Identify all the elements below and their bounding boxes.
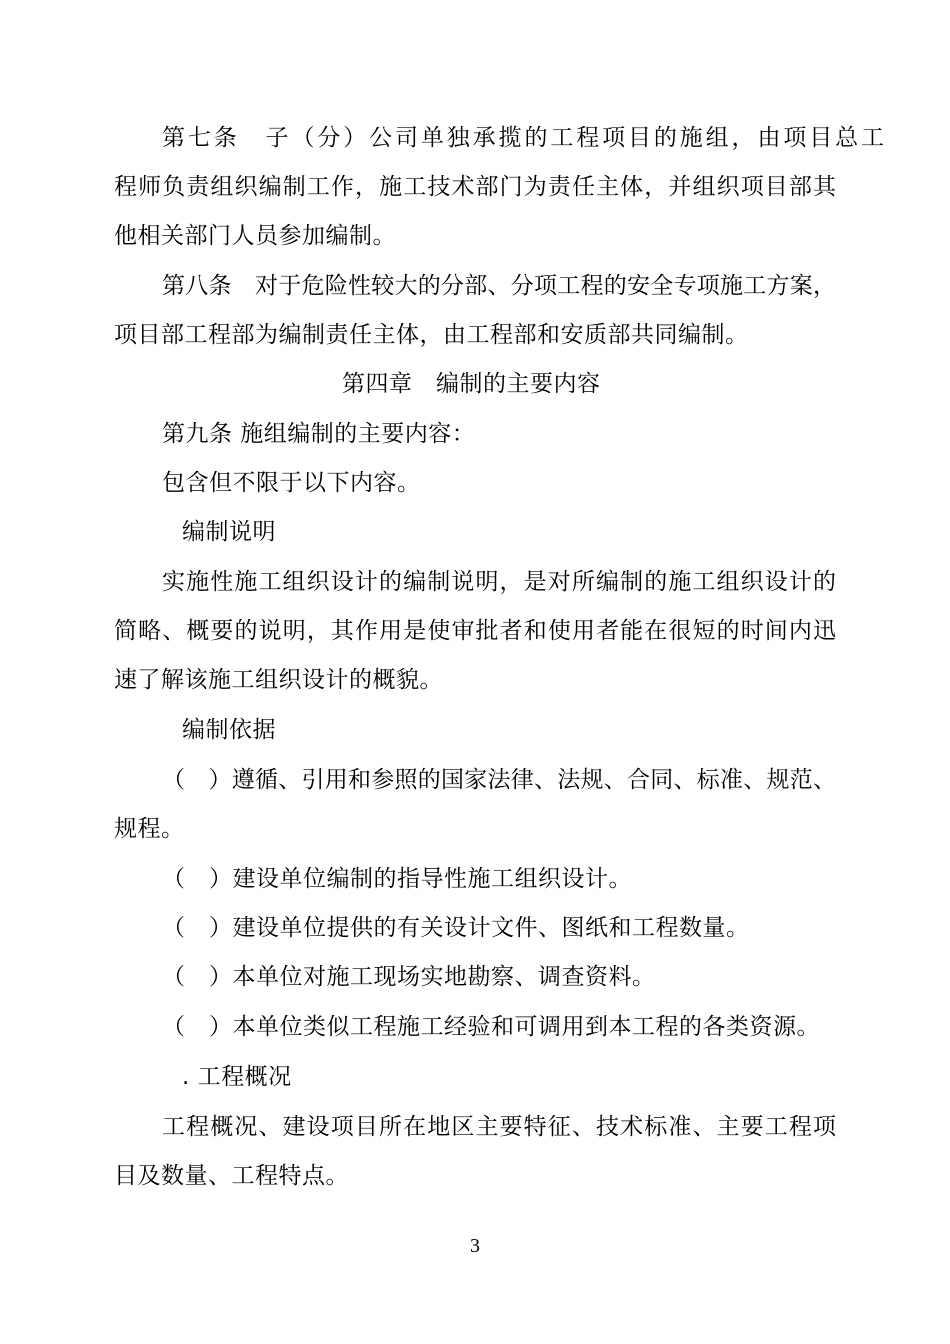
glyph: 引 — [301, 767, 325, 793]
glyph: 责 — [186, 174, 210, 200]
glyph: 使 — [547, 618, 572, 644]
glyph: 说 — [451, 569, 475, 595]
glyph: 体 — [620, 174, 644, 200]
glyph: 工 — [306, 174, 331, 200]
glyph: 编 — [258, 174, 283, 200]
glyph: 组 — [210, 174, 234, 200]
glyph: 单 — [420, 125, 445, 151]
glyph: 织 — [306, 569, 331, 595]
glyph: 的 — [603, 273, 628, 299]
glyph: 大 — [394, 273, 418, 299]
glyph: 、 — [673, 767, 697, 793]
glyph: 循 — [255, 767, 279, 793]
glyph: （ — [291, 125, 315, 151]
glyph: 公 — [369, 125, 393, 151]
glyph: 方 — [766, 273, 790, 299]
glyph: 负 — [162, 174, 186, 200]
glyph: 承 — [472, 125, 497, 151]
glyph: ， — [499, 569, 524, 595]
article-7-line-3: 他相关部门人员参加编制。 — [114, 223, 396, 249]
glyph: 项 — [813, 1114, 837, 1140]
glyph: 明 — [282, 618, 307, 644]
glyph: 、 — [692, 1114, 716, 1140]
glyph: 八 — [185, 273, 209, 299]
glyph: 其 — [330, 618, 355, 644]
glyph: 程 — [114, 174, 138, 200]
glyph: 组 — [716, 569, 741, 595]
glyph: 其 — [813, 174, 837, 200]
glyph: 设 — [306, 1114, 331, 1140]
glyph — [232, 270, 256, 302]
glyph: 的 — [653, 125, 678, 151]
basis-item-1-line-2: 规程。 — [114, 816, 185, 842]
glyph: 独 — [446, 125, 471, 151]
glyph: 制 — [427, 569, 451, 595]
glyph: 项 — [696, 273, 721, 299]
glyph: 项 — [740, 174, 765, 200]
glyph: 司 — [395, 125, 419, 151]
glyph: 专 — [673, 273, 697, 299]
glyph: 工 — [692, 569, 716, 595]
glyph: 对 — [547, 569, 572, 595]
glyph: 时 — [740, 618, 765, 644]
glyph: 技 — [596, 1114, 620, 1140]
glyph: 间 — [764, 618, 789, 644]
glyph: 项 — [783, 125, 807, 151]
glyph: 使 — [427, 618, 451, 644]
glyph: 内 — [788, 618, 813, 644]
glyph: 织 — [740, 569, 765, 595]
glyph: 简 — [114, 618, 138, 644]
glyph: 目 — [628, 125, 652, 151]
glyph: 的 — [644, 569, 668, 595]
section-basis-heading: 编制依据 — [182, 717, 276, 743]
glyph: 要 — [499, 1114, 524, 1140]
glyph: 工 — [258, 569, 282, 595]
glyph: 工 — [403, 174, 427, 200]
glyph: ） — [343, 125, 367, 151]
glyph: 标 — [644, 1114, 668, 1140]
glyph: 的 — [379, 569, 403, 595]
article-8-line-2: 项目部工程部为编制责任主体，由工程部和安质部共同编制。 — [114, 322, 749, 348]
glyph: 织 — [234, 174, 259, 200]
glyph: 术 — [451, 174, 475, 200]
glyph: 很 — [668, 618, 692, 644]
glyph: 特 — [523, 1114, 548, 1140]
glyph: ， — [644, 174, 668, 200]
glyph: 准 — [720, 767, 744, 793]
glyph: 工 — [764, 1114, 789, 1140]
glyph: 所 — [379, 1114, 403, 1140]
glyph: 要 — [210, 618, 234, 644]
glyph: 较 — [371, 273, 395, 299]
glyph: 险 — [324, 273, 349, 299]
glyph: 在 — [644, 618, 668, 644]
glyph: 地 — [427, 1114, 451, 1140]
glyph: 揽 — [498, 125, 523, 151]
glyph: 明 — [475, 569, 499, 595]
glyph: 施 — [668, 569, 692, 595]
glyph: 能 — [620, 618, 644, 644]
glyph: 于 — [278, 273, 302, 299]
section-overview-heading: . 工程概况 — [182, 1064, 292, 1090]
glyph: 术 — [620, 1114, 644, 1140]
glyph: 遵 — [231, 767, 256, 793]
glyph: 主 — [596, 174, 620, 200]
glyph: 建 — [282, 1114, 307, 1140]
glyph: 、 — [603, 767, 628, 793]
basis-item-3: （ ）建设单位提供的有关设计文件、图纸和工程数量。 — [162, 915, 750, 941]
glyph: 国 — [441, 767, 465, 793]
glyph: 、 — [743, 767, 767, 793]
glyph: 项 — [602, 125, 626, 151]
glyph: 家 — [464, 767, 488, 793]
glyph: 安 — [627, 273, 651, 299]
glyph: 施 — [679, 125, 704, 151]
page-number: 3 — [470, 1235, 480, 1257]
glyph: 并 — [668, 174, 692, 200]
glyph: （ — [162, 767, 186, 793]
glyph: 审 — [451, 618, 475, 644]
glyph: 在 — [403, 1114, 427, 1140]
glyph: ， — [355, 174, 379, 200]
glyph: 全 — [650, 273, 674, 299]
glyph: 主 — [475, 1114, 499, 1140]
glyph: 案 — [789, 273, 814, 299]
glyph: 和 — [523, 618, 548, 644]
glyph: 施 — [379, 174, 403, 200]
glyph: 、 — [487, 273, 511, 299]
glyph: 的 — [234, 618, 259, 644]
glyph: 所 — [571, 569, 596, 595]
glyph: 法 — [557, 767, 581, 793]
glyph: 目 — [354, 1114, 379, 1140]
glyph: 者 — [596, 618, 620, 644]
glyph: 部 — [475, 174, 500, 200]
glyph: 的 — [417, 273, 442, 299]
glyph: 工 — [162, 1114, 186, 1140]
overview-line-2: 目及数量、工程特点。 — [114, 1163, 349, 1189]
glyph: 任 — [571, 174, 596, 200]
glyph: 目 — [809, 125, 833, 151]
glyph: 组 — [282, 569, 307, 595]
glyph: 、 — [534, 767, 558, 793]
section-explain-heading: 编制说明 — [182, 519, 276, 545]
glyph: 略 — [138, 618, 162, 644]
glyph: 设 — [764, 569, 789, 595]
glyph: 部 — [464, 273, 488, 299]
glyph: 用 — [379, 618, 403, 644]
glyph: 第 — [162, 125, 186, 151]
glyph: 编 — [596, 569, 620, 595]
glyph: 、 — [571, 1114, 596, 1140]
glyph: 制 — [282, 174, 307, 200]
explain-line-3: 速了解该施工组织设计的概貌。 — [114, 667, 443, 693]
glyph: 同 — [650, 767, 674, 793]
glyph: 总 — [835, 125, 859, 151]
glyph: 作 — [355, 618, 379, 644]
glyph: 工 — [861, 125, 885, 151]
glyph: 用 — [324, 767, 349, 793]
glyph: 目 — [764, 174, 789, 200]
glyph: 律 — [510, 767, 535, 793]
article-9-line-1: 第九条 施组编制的主要内容： — [162, 421, 476, 447]
glyph: 短 — [692, 618, 716, 644]
glyph: 标 — [696, 767, 721, 793]
glyph: 分 — [510, 273, 535, 299]
glyph: 要 — [740, 1114, 765, 1140]
glyph: 的 — [813, 569, 837, 595]
glyph: 条 — [208, 273, 232, 299]
glyph: ， — [731, 125, 756, 151]
glyph: 、 — [162, 618, 186, 644]
glyph: 编 — [403, 569, 427, 595]
glyph: 规 — [766, 767, 790, 793]
glyph: 用 — [571, 618, 596, 644]
glyph: 作 — [330, 174, 355, 200]
glyph: 程 — [580, 273, 604, 299]
glyph: 性 — [348, 273, 372, 299]
glyph: 为 — [523, 174, 548, 200]
glyph: 织 — [716, 174, 741, 200]
glyph: 分 — [441, 273, 465, 299]
glyph: 性 — [210, 569, 234, 595]
glyph: 施 — [186, 569, 210, 595]
glyph: 迅 — [813, 618, 837, 644]
glyph: 计 — [788, 569, 813, 595]
glyph: 由 — [757, 125, 781, 151]
chapter-4-heading: 第四章 编制的主要内容 — [342, 371, 601, 397]
glyph: ） — [208, 767, 232, 793]
article-9-line-2: 包含但不限于以下内容。 — [162, 470, 421, 496]
glyph: 概 — [186, 618, 210, 644]
glyph: 合 — [627, 767, 651, 793]
glyph: 况 — [234, 1114, 258, 1140]
basis-item-4: （ ）本单位对施工现场实地勘察、调查资料。 — [162, 964, 656, 990]
glyph: 施 — [234, 569, 258, 595]
glyph: 是 — [403, 618, 427, 644]
glyph: 子 — [265, 125, 290, 151]
glyph: 程 — [576, 125, 600, 151]
glyph: 师 — [138, 174, 162, 200]
glyph: 计 — [354, 569, 379, 595]
glyph: 条 — [213, 125, 238, 151]
glyph: 区 — [451, 1114, 475, 1140]
glyph: 批 — [475, 618, 500, 644]
glyph: 制 — [620, 569, 644, 595]
glyph: 、 — [813, 767, 837, 793]
glyph: 对 — [255, 273, 279, 299]
glyph: 照 — [394, 767, 418, 793]
glyph: 的 — [524, 125, 548, 151]
glyph: 设 — [330, 569, 355, 595]
glyph: 危 — [301, 273, 325, 299]
glyph — [240, 122, 264, 154]
glyph — [185, 764, 209, 796]
basis-item-2: （ ）建设单位编制的指导性施工组织设计。 — [162, 866, 632, 892]
glyph: 、 — [258, 1114, 282, 1140]
glyph: 说 — [258, 618, 283, 644]
glyph: 参 — [371, 767, 395, 793]
glyph: 规 — [580, 767, 604, 793]
glyph: 门 — [499, 174, 524, 200]
glyph: 的 — [716, 618, 741, 644]
glyph: 七 — [187, 125, 212, 151]
glyph: 、 — [278, 767, 302, 793]
glyph: 概 — [210, 1114, 234, 1140]
glyph: 工 — [557, 273, 581, 299]
glyph: 范 — [789, 767, 814, 793]
glyph: 者 — [499, 618, 524, 644]
glyph: 第 — [162, 273, 186, 299]
glyph: 项 — [330, 1114, 355, 1140]
glyph: ， — [813, 273, 837, 299]
glyph: 程 — [186, 1114, 210, 1140]
glyph: 组 — [692, 174, 716, 200]
glyph: 是 — [523, 569, 548, 595]
basis-item-5: （ ）本单位类似工程施工经验和可调用到本工程的各类资源。 — [162, 1014, 820, 1040]
glyph: 分 — [317, 125, 341, 151]
glyph: 工 — [550, 125, 574, 151]
glyph: 技 — [427, 174, 451, 200]
glyph: 准 — [668, 1114, 692, 1140]
glyph: 项 — [534, 273, 558, 299]
glyph: 的 — [417, 767, 442, 793]
glyph: 工 — [743, 273, 767, 299]
glyph: 实 — [162, 569, 186, 595]
glyph: 施 — [720, 273, 744, 299]
glyph: 法 — [487, 767, 511, 793]
glyph: 征 — [547, 1114, 572, 1140]
glyph: 组 — [705, 125, 730, 151]
glyph: 和 — [348, 767, 372, 793]
glyph: 部 — [788, 174, 813, 200]
glyph: 主 — [716, 1114, 741, 1140]
glyph: 程 — [788, 1114, 813, 1140]
glyph: 责 — [547, 174, 572, 200]
glyph: ， — [306, 618, 331, 644]
